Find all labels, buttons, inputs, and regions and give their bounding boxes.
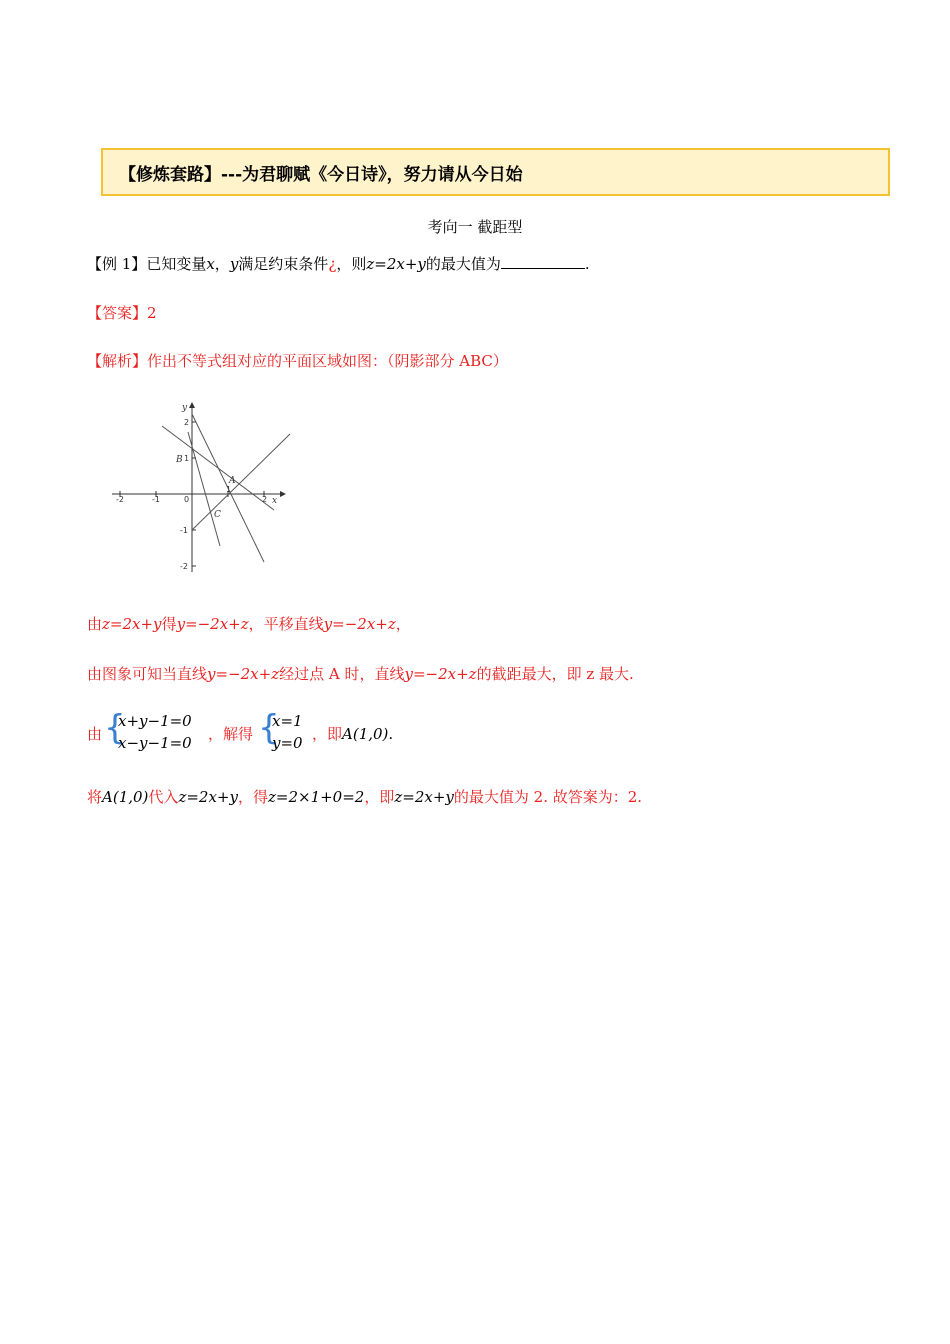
step-text: 由 bbox=[87, 725, 103, 743]
solution-2: y=0 bbox=[272, 734, 303, 752]
step-text: ，解得 bbox=[208, 725, 254, 743]
equation-2: x−y−1=0 bbox=[118, 734, 192, 752]
step-text: ，即 bbox=[312, 725, 343, 743]
example-label: 【例 1】 bbox=[87, 255, 147, 273]
step-text: 代入 bbox=[148, 788, 179, 806]
analysis-text: 作出不等式组对应的平面区域如图：（阴影部分 ABC） bbox=[147, 352, 508, 370]
tick-label: 1 bbox=[184, 454, 190, 463]
answer-value: 2 bbox=[147, 304, 157, 322]
example-question bbox=[87, 253, 590, 274]
step-text: 经过点 A 时，直线 bbox=[279, 665, 405, 683]
missing-glyph: ¿ bbox=[328, 255, 337, 273]
step-math: z=2×1+0=2 bbox=[267, 788, 365, 806]
step-math: y=−2x+z bbox=[176, 615, 249, 633]
y-axis-arrow bbox=[189, 402, 195, 408]
point-b-label: B bbox=[176, 455, 183, 465]
answer-blank bbox=[501, 254, 585, 269]
point-a: A(1,0) bbox=[342, 725, 389, 743]
left-brace-icon: { bbox=[104, 708, 126, 748]
left-brace-icon: { bbox=[258, 708, 280, 748]
tick-label: -1 bbox=[152, 495, 160, 504]
step-text: 将 bbox=[87, 788, 103, 806]
solution-step-2 bbox=[87, 663, 634, 684]
solution-step-4 bbox=[87, 786, 642, 807]
step-text: 得 bbox=[161, 615, 177, 633]
banner-text bbox=[119, 160, 523, 185]
y-axis-label: y bbox=[182, 403, 188, 413]
step-3-tail bbox=[312, 723, 393, 744]
point-c-label: C bbox=[214, 510, 221, 520]
tick-label: 0 bbox=[184, 495, 190, 504]
motto-banner bbox=[101, 148, 890, 196]
tick-label: 1 bbox=[226, 485, 232, 494]
step-math: y=−2x+z bbox=[404, 665, 477, 683]
x-axis-label: x bbox=[272, 496, 278, 506]
example-text: ，则 bbox=[336, 255, 367, 273]
analysis-line bbox=[87, 350, 508, 371]
tick-label: -2 bbox=[180, 562, 188, 571]
step-text: ，得 bbox=[237, 788, 268, 806]
answer-line bbox=[87, 302, 157, 323]
equation-system bbox=[118, 710, 192, 754]
step-text: 的最大值为 2. 故答案为：2. bbox=[453, 788, 643, 806]
tick-label: -1 bbox=[180, 526, 188, 535]
separator: ， bbox=[214, 255, 230, 273]
section-title: 考向一 截距型 bbox=[427, 218, 523, 236]
analysis-label: 【解析】 bbox=[87, 352, 148, 370]
step-text: 由图象可知当直线 bbox=[87, 665, 208, 683]
step-math: A(1,0) bbox=[102, 788, 149, 806]
step-math: z=2x+y bbox=[178, 788, 238, 806]
tick-label: 2 bbox=[184, 418, 190, 427]
step-text: 的截距最大，即 z 最大. bbox=[476, 665, 634, 683]
answer-label: 【答案】 bbox=[87, 304, 148, 322]
objective-function: z=2x+y bbox=[366, 255, 426, 273]
step-math: y=−2x+z bbox=[207, 665, 280, 683]
feasible-region-figure bbox=[108, 396, 298, 582]
x-axis-arrow bbox=[280, 491, 286, 497]
solution-1: x=1 bbox=[272, 712, 303, 730]
solution-step-1 bbox=[87, 613, 411, 634]
step-math: z=2x+y bbox=[102, 615, 162, 633]
var-x: x bbox=[206, 255, 215, 273]
banner-bracket: 【修炼套路】 bbox=[119, 165, 221, 185]
banner-motto: ---为君聊赋《今日诗》，努力请从今日始 bbox=[221, 165, 523, 185]
step-math: y=−2x+z bbox=[323, 615, 396, 633]
equation-1: x+y−1=0 bbox=[118, 712, 192, 730]
step-math: z=2x+y bbox=[394, 788, 454, 806]
tick-label: 2 bbox=[262, 495, 268, 504]
step-text: 由 bbox=[87, 615, 103, 633]
solution-system bbox=[272, 710, 303, 754]
step-text: ，即 bbox=[364, 788, 395, 806]
point-a-label: A bbox=[229, 476, 236, 486]
example-text: 满足约束条件 bbox=[238, 255, 329, 273]
example-text: 的最大值为 bbox=[425, 255, 501, 273]
step-text: . bbox=[388, 725, 394, 743]
example-text: 已知变量 bbox=[146, 255, 207, 273]
var-y: y bbox=[229, 255, 239, 273]
example-end: . bbox=[584, 255, 590, 273]
step-text: ， bbox=[395, 615, 411, 633]
step-text: ，平移直线 bbox=[248, 615, 324, 633]
tick-label: -2 bbox=[116, 495, 124, 504]
